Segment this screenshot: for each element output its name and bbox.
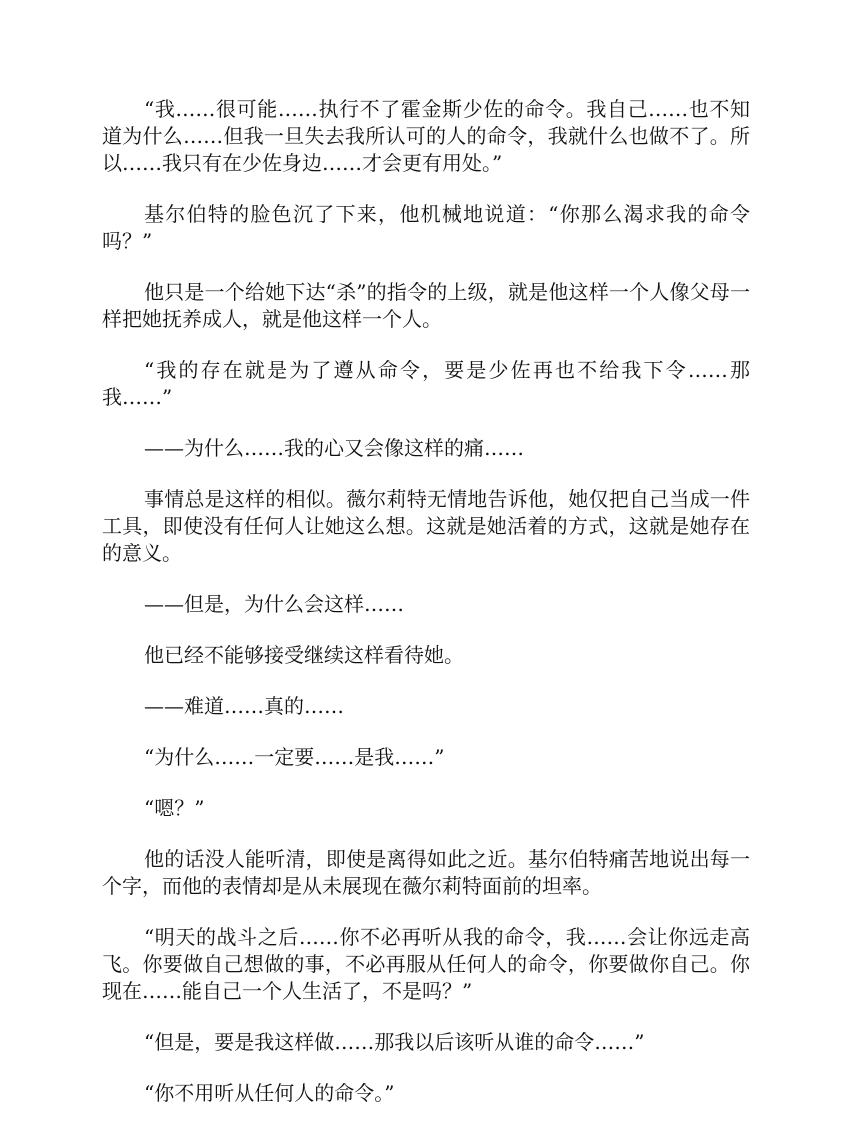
paragraph: “为什么……一定要……是我……”: [144, 745, 445, 769]
paragraph: “明天的战斗之后……你不必再听从我的命令，我……会让你远走高飞。你要做自己想做的事，不必再服从任何人的命令，你要做你自己。你现在……能自己一个人生活了，不是吗？”: [102, 925, 750, 1003]
paragraph: 他的话没人能听清，即使是离得如此之近。基尔伯特痛苦地说出每一个字，而他的表情却是从未展现在薇尔莉特面前的坦率。: [102, 847, 750, 898]
paragraph: ——但是，为什么会这样……: [144, 592, 404, 616]
paragraph: “我……很可能……执行不了霍金斯少佐的命令。我自己……也不知道为什么……但我一旦失去我所认可的人的命令，我就什么也做不了。所以……我只有在少佐身边……才会更有用处。”: [102, 97, 750, 175]
paragraph: 他只是一个给她下达“杀”的指令的上级，就是他这样一个人像父母一样把她抚养成人，就是他这样一个人。: [102, 280, 750, 331]
document-page: [102, 96, 750, 1131]
paragraph: “我的存在就是为了遵从命令，要是少佐再也不给我下令……那我……”: [102, 358, 750, 409]
paragraph: ——为什么……我的心又会像这样的痛……: [144, 436, 524, 460]
paragraph: “但是，要是我这样做……那我以后该听从谁的命令……”: [144, 1030, 645, 1054]
paragraph: 他已经不能够接受继续这样看待她。: [144, 643, 464, 667]
paragraph: ——难道……真的……: [144, 694, 344, 718]
paragraph: “嗯？”: [144, 796, 205, 820]
paragraph: 基尔伯特的脸色沉了下来，他机械地说道：“你那么渴求我的命令吗？”: [102, 202, 750, 253]
paragraph: 事情总是这样的相似。薇尔莉特无情地告诉他，她仅把自己当成一件工具，即使没有任何人让她这么想。这就是她活着的方式，这就是她存在的意义。: [102, 487, 750, 565]
paragraph: “你不用听从任何人的命令。”: [144, 1081, 395, 1105]
